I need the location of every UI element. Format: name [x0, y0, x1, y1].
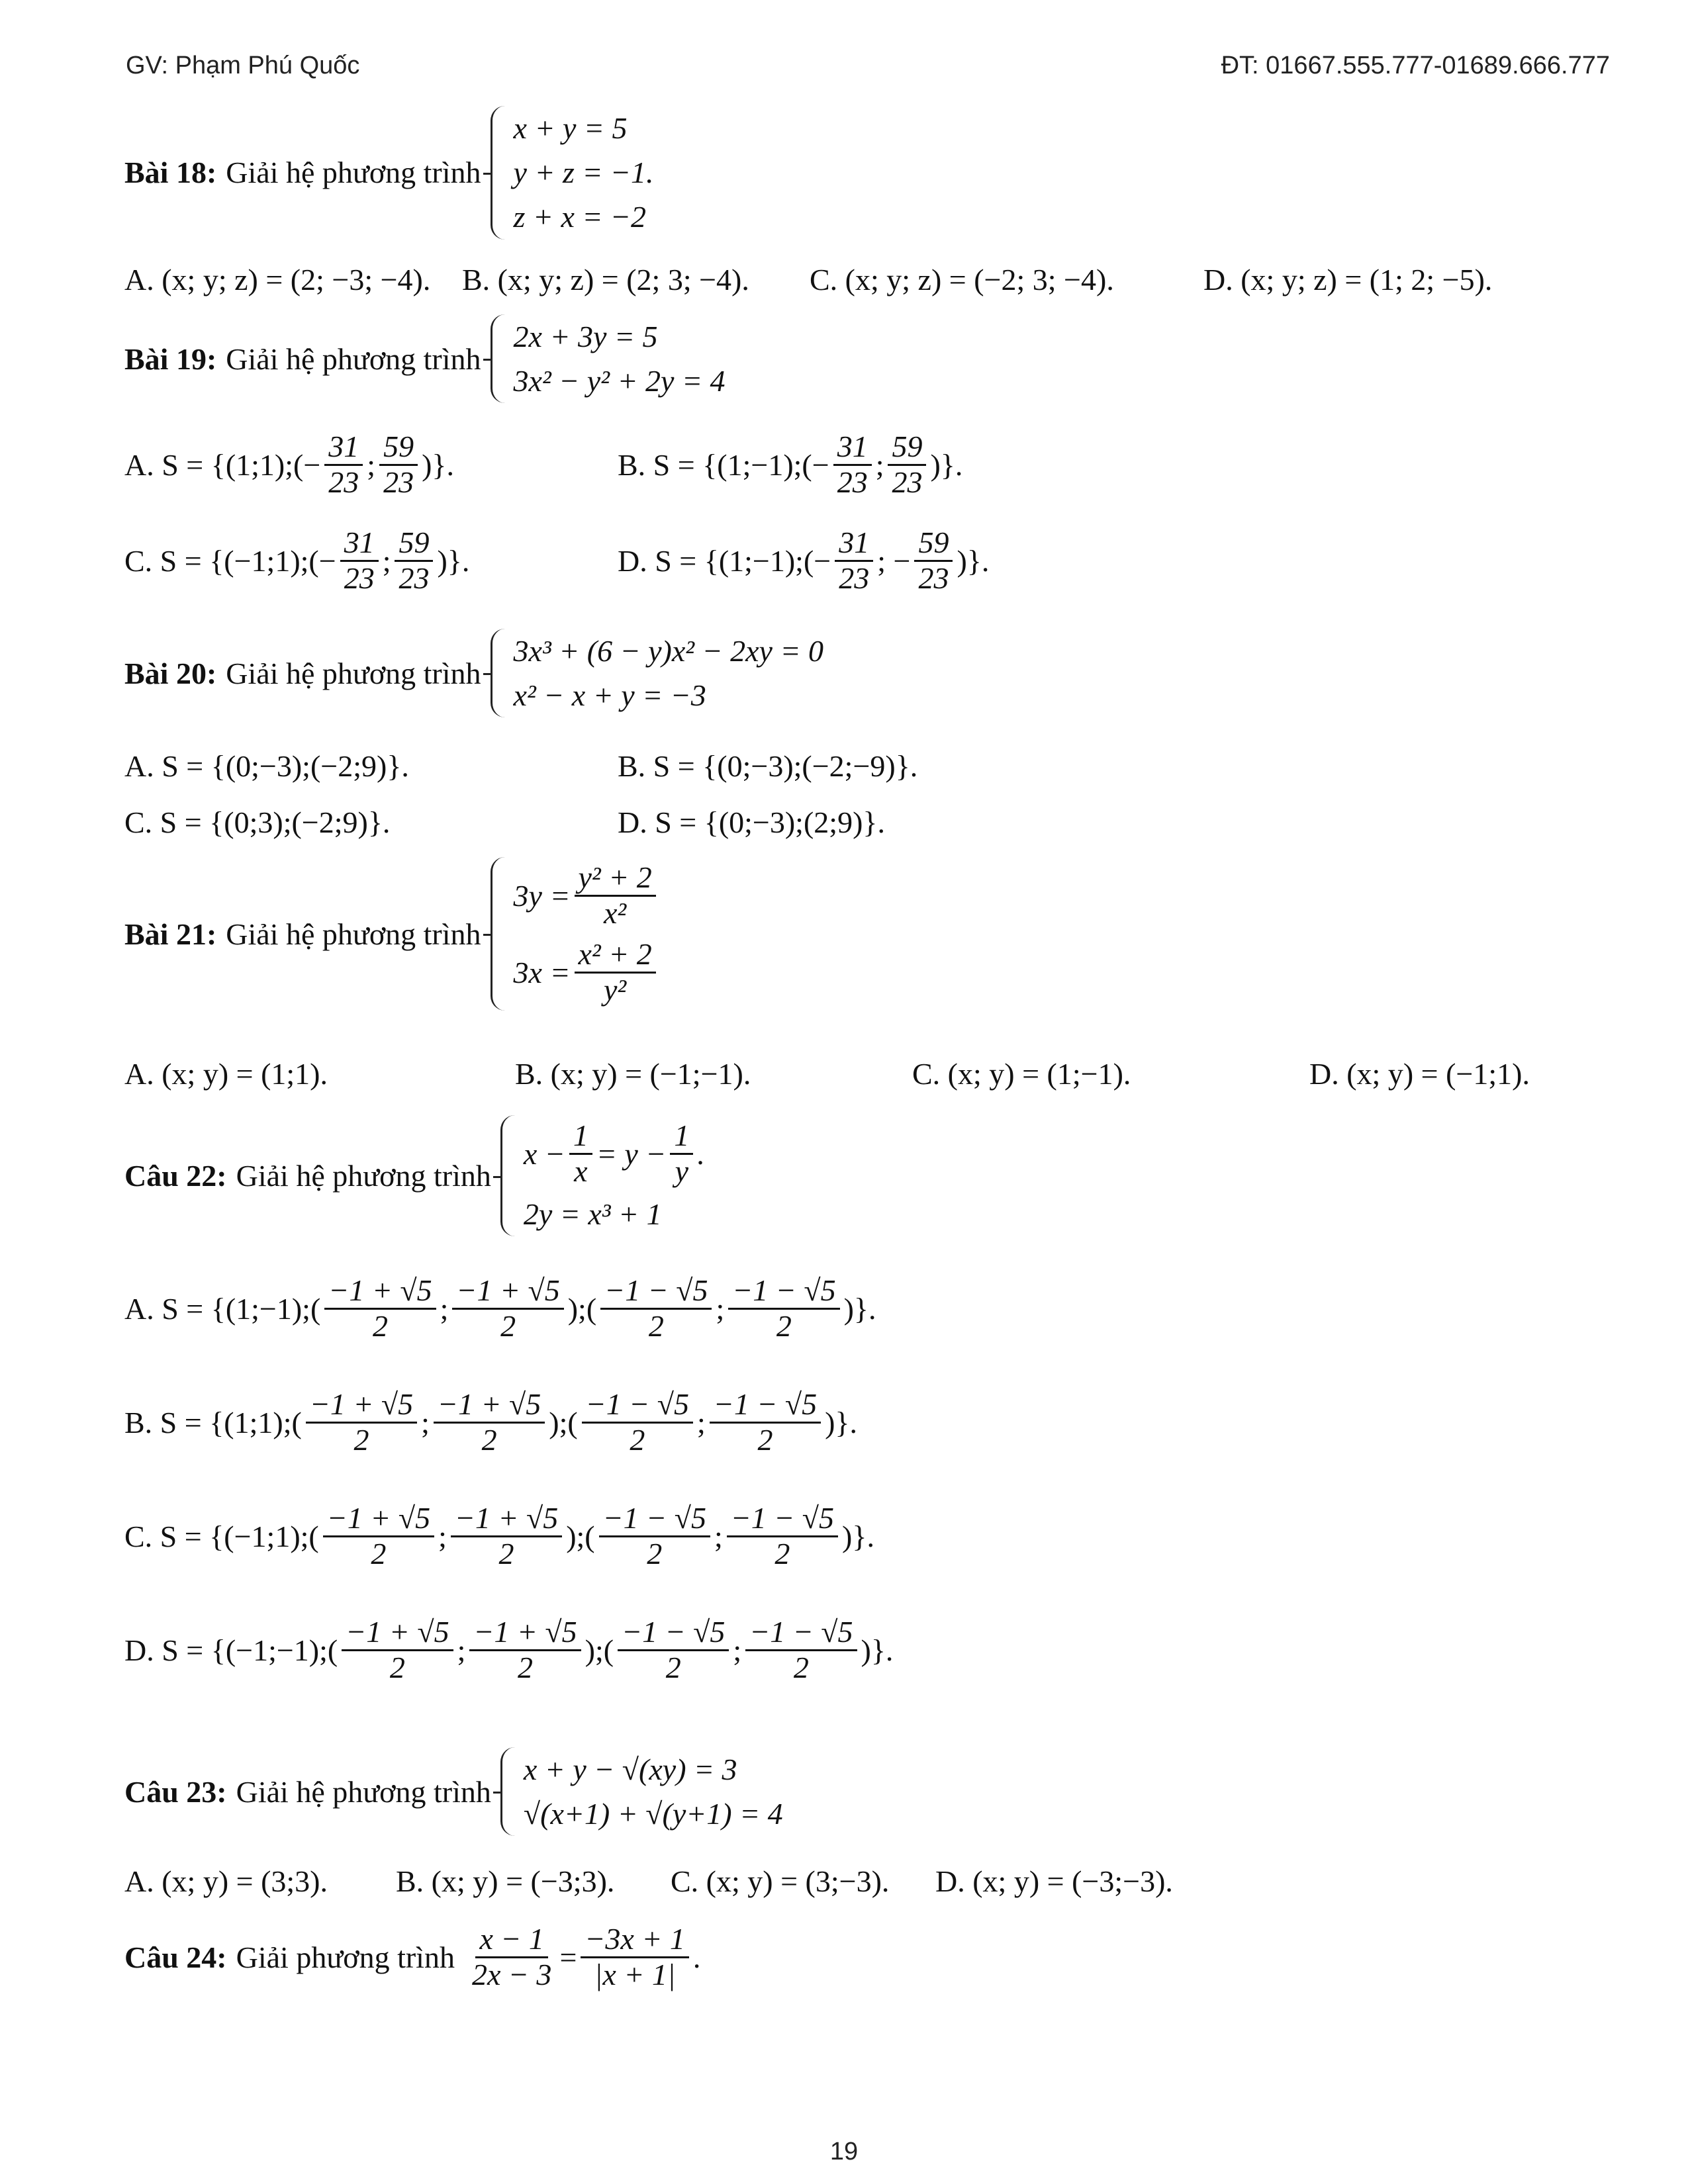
denominator: 23	[383, 465, 414, 499]
option-a[interactable]	[124, 1274, 876, 1343]
numerator: −3x + 1	[581, 1923, 689, 1958]
brace-icon	[500, 1115, 517, 1236]
option-c[interactable]: C. (x; y) = (3;−3).	[671, 1864, 890, 1898]
denominator: x	[574, 1154, 588, 1188]
equation-left: 3x =	[513, 955, 571, 989]
question-text: Giải hệ phương trình	[226, 917, 481, 951]
option-prefix: C. S = {(−1;1);(	[124, 1519, 319, 1553]
option-b[interactable]: B. (x; y) = (−3;3).	[396, 1864, 615, 1898]
numerator: 31	[833, 430, 872, 466]
denominator: 2	[757, 1422, 773, 1457]
denominator: 2	[648, 1308, 664, 1343]
option-a[interactable]: A. (x; y) = (3;3).	[124, 1864, 328, 1898]
fraction	[340, 526, 379, 595]
denominator: 23	[892, 465, 923, 499]
question-text: Giải hệ phương trình	[236, 1774, 491, 1809]
option-b[interactable]	[124, 1388, 857, 1457]
denominator: 23	[399, 561, 430, 595]
equation: 3x³ + (6 − y)x² − 2xy = 0	[513, 634, 823, 668]
question-22	[124, 1115, 705, 1236]
fraction	[728, 1274, 839, 1343]
numerator: −1 + √5	[451, 1502, 562, 1537]
denominator: 2	[481, 1422, 497, 1457]
denominator: 2	[665, 1650, 681, 1684]
fraction	[914, 526, 953, 595]
separator: ;	[733, 1633, 742, 1667]
option-b[interactable]: B. S = {(0;−3);(−2;−9)}.	[618, 749, 918, 783]
question-18	[124, 106, 653, 240]
options-23	[124, 1863, 1581, 1916]
fraction	[888, 430, 926, 499]
fraction	[600, 1274, 712, 1343]
fraction	[324, 1274, 436, 1343]
option-suffix: )}.	[861, 1633, 894, 1667]
equation: 2y = x³ + 1	[523, 1197, 662, 1232]
separator: ; −	[877, 543, 911, 578]
separator: );(	[549, 1405, 578, 1439]
denominator: |x + 1|	[594, 1957, 676, 1991]
option-a[interactable]	[124, 430, 454, 499]
option-a[interactable]: A. (x; y; z) = (2; −3; −4).	[124, 263, 431, 296]
fraction	[582, 1388, 693, 1457]
equation: 3x² − y² + 2y = 4	[513, 364, 726, 398]
denominator: 2	[389, 1650, 405, 1684]
numerator: −1 − √5	[600, 1274, 712, 1310]
numerator: −1 + √5	[323, 1502, 434, 1537]
options-20	[124, 748, 1581, 841]
fraction	[599, 1502, 710, 1570]
equation-left: 3y =	[513, 878, 571, 913]
fraction	[452, 1274, 563, 1343]
fraction	[833, 430, 872, 499]
option-c[interactable]	[124, 1502, 874, 1570]
option-d[interactable]: D. S = {(0;−3);(2;9)}.	[618, 805, 885, 839]
denominator: 2	[518, 1650, 533, 1684]
equation: x + y − √(xy) = 3	[523, 1752, 737, 1786]
option-c[interactable]	[124, 526, 469, 595]
option-c[interactable]: C. (x; y; z) = (−2; 3; −4).	[810, 263, 1114, 296]
fraction	[323, 1502, 434, 1570]
denominator: 2	[647, 1536, 663, 1570]
option-b[interactable]: B. (x; y) = (−1;−1).	[515, 1057, 751, 1091]
separator: ;	[875, 447, 884, 482]
brace-icon	[491, 314, 507, 403]
denominator: 2	[793, 1650, 809, 1684]
fraction	[575, 861, 656, 930]
denominator: 23	[344, 561, 375, 595]
denominator: y	[675, 1154, 689, 1188]
option-d[interactable]: D. (x; y; z) = (1; 2; −5).	[1203, 263, 1493, 296]
denominator: 2	[630, 1422, 645, 1457]
fraction	[434, 1388, 545, 1457]
option-d[interactable]: D. (x; y) = (−3;−3).	[935, 1864, 1173, 1898]
numerator: −1 + √5	[469, 1615, 581, 1651]
separator: );(	[585, 1633, 614, 1667]
options-22	[124, 1274, 1581, 1737]
option-suffix: )}.	[422, 447, 454, 482]
denominator: 2x − 3	[471, 1957, 552, 1991]
equation-system	[500, 1115, 705, 1236]
numerator: 31	[324, 430, 363, 466]
fraction	[670, 1119, 693, 1188]
option-suffix: )}.	[842, 1519, 874, 1553]
equation: 2x + 3y = 5	[513, 320, 658, 353]
numerator: −1 − √5	[727, 1502, 838, 1537]
equation-system	[491, 857, 660, 1011]
denominator: 23	[328, 465, 359, 499]
denominator: 2	[353, 1422, 369, 1457]
equation: x + y = 5	[513, 111, 628, 145]
fraction	[835, 526, 873, 595]
numerator: 59	[914, 526, 953, 562]
option-c[interactable]: C. S = {(0;3);(−2;9)}.	[124, 805, 391, 839]
question-label: Bài 20:	[124, 656, 217, 690]
option-d[interactable]	[124, 1615, 893, 1684]
separator: ;	[440, 1291, 449, 1326]
equation: x² − x + y = −3	[513, 678, 706, 713]
numerator: 59	[379, 430, 418, 466]
fraction	[342, 1615, 453, 1684]
numerator: 1	[569, 1119, 592, 1155]
equation: √(x+1) + √(y+1) = 4	[523, 1797, 783, 1831]
equation-part: = y −	[596, 1136, 667, 1171]
brace-icon	[491, 629, 507, 717]
option-suffix: )}.	[930, 447, 963, 482]
numerator: −1 − √5	[745, 1615, 857, 1651]
denominator: 2	[372, 1308, 388, 1343]
question-text: Giải hệ phương trình	[226, 156, 481, 190]
equation-part: .	[697, 1136, 705, 1171]
options-21	[124, 1056, 1581, 1109]
question-text: Giải hệ phương trình	[226, 656, 481, 690]
numerator: 31	[835, 526, 873, 562]
fraction	[745, 1615, 857, 1684]
page-number: 19	[829, 2138, 859, 2165]
denominator: y²	[604, 972, 627, 1007]
question-text: Giải phương trình	[236, 1940, 455, 1974]
separator: );(	[566, 1519, 595, 1553]
fraction	[581, 1923, 689, 1991]
question-label: Bài 18:	[124, 156, 217, 190]
question-label: Câu 24:	[124, 1940, 227, 1974]
option-prefix: D. S = {(1;−1);(−	[618, 543, 831, 578]
separator: ;	[716, 1291, 725, 1326]
denominator: 2	[371, 1536, 387, 1570]
numerator: −1 + √5	[324, 1274, 436, 1310]
fraction	[727, 1502, 838, 1570]
header-phone: ĐT: 01667.555.777-01689.666.777	[1221, 52, 1610, 79]
equation-part: x −	[523, 1136, 565, 1171]
separator: );(	[567, 1291, 597, 1326]
option-a[interactable]: A. S = {(0;−3);(−2;9)}.	[124, 749, 409, 783]
options-19	[124, 430, 1581, 642]
fraction	[575, 938, 656, 1007]
option-suffix: )}.	[825, 1405, 858, 1439]
separator: ;	[367, 447, 376, 482]
question-20	[124, 629, 823, 717]
numerator: −1 + √5	[342, 1615, 453, 1651]
fraction	[395, 526, 433, 595]
option-c[interactable]: C. (x; y) = (1;−1).	[912, 1057, 1131, 1091]
question-text: Giải hệ phương trình	[226, 341, 481, 376]
fraction	[710, 1388, 821, 1457]
brace-icon	[491, 857, 507, 1011]
equation: y + z = −1.	[513, 156, 654, 190]
question-19	[124, 314, 726, 403]
option-b[interactable]: B. (x; y; z) = (2; 3; −4).	[462, 263, 749, 296]
denominator: 23	[837, 465, 868, 499]
separator: ;	[457, 1633, 466, 1667]
numerator: 59	[395, 526, 433, 562]
option-suffix: )}.	[843, 1291, 876, 1326]
equation-system	[491, 106, 654, 240]
numerator: 31	[340, 526, 379, 562]
fraction	[451, 1502, 562, 1570]
fraction	[379, 430, 418, 499]
option-a[interactable]: A. (x; y) = (1;1).	[124, 1057, 328, 1091]
numerator: −1 + √5	[306, 1388, 417, 1424]
header-teacher: GV: Phạm Phú Quốc	[126, 52, 360, 79]
option-prefix: C. S = {(−1;1);(−	[124, 543, 336, 578]
fraction	[468, 1923, 555, 1991]
denominator: 2	[498, 1536, 514, 1570]
question-label: Câu 22:	[124, 1159, 227, 1193]
brace-icon	[500, 1747, 517, 1836]
numerator: −1 − √5	[710, 1388, 821, 1424]
separator: ;	[714, 1519, 723, 1553]
question-label: Bài 19:	[124, 341, 217, 376]
option-prefix: A. S = {(1;1);(−	[124, 447, 321, 482]
numerator: x² + 2	[575, 938, 656, 974]
separator: ;	[382, 543, 391, 578]
question-label: Bài 21:	[124, 917, 217, 951]
equation-system	[491, 314, 726, 403]
brace-icon	[491, 106, 507, 240]
question-23	[124, 1747, 783, 1836]
numerator: −1 − √5	[728, 1274, 839, 1310]
equation-end: .	[692, 1940, 701, 1974]
option-suffix: )}.	[437, 543, 470, 578]
numerator: 1	[670, 1119, 693, 1155]
equation	[514, 934, 660, 1011]
question-24	[124, 1923, 700, 1991]
option-suffix: )}.	[957, 543, 990, 578]
question-21	[124, 857, 660, 1011]
fraction	[618, 1615, 729, 1684]
denominator: 23	[918, 561, 949, 595]
denominator: 2	[776, 1308, 792, 1343]
question-text: Giải hệ phương trình	[236, 1159, 491, 1193]
denominator: 2	[500, 1308, 516, 1343]
question-label: Câu 23:	[124, 1774, 227, 1809]
numerator: x − 1	[475, 1923, 547, 1958]
denominator: 2	[774, 1536, 790, 1570]
fraction	[469, 1615, 581, 1684]
numerator: 59	[888, 430, 926, 466]
separator: ;	[697, 1405, 706, 1439]
numerator: y² + 2	[575, 861, 656, 897]
fraction	[324, 430, 363, 499]
numerator: −1 + √5	[452, 1274, 563, 1310]
option-d[interactable]	[618, 526, 989, 595]
equation: z + x = −2	[513, 200, 646, 234]
option-d[interactable]: D. (x; y) = (−1;1).	[1309, 1057, 1530, 1091]
fraction	[306, 1388, 417, 1457]
equation	[524, 1115, 705, 1192]
option-prefix: B. S = {(1;1);(	[124, 1405, 302, 1439]
option-prefix: A. S = {(1;−1);(	[124, 1291, 321, 1326]
equals-sign: =	[559, 1940, 577, 1974]
equation-system	[491, 629, 823, 717]
fraction	[569, 1119, 592, 1188]
numerator: −1 − √5	[582, 1388, 693, 1424]
option-prefix: B. S = {(1;−1);(−	[618, 447, 829, 482]
denominator: x²	[604, 895, 627, 930]
equation-system	[500, 1747, 783, 1836]
option-b[interactable]	[618, 430, 962, 499]
numerator: −1 − √5	[618, 1615, 729, 1651]
separator: ;	[421, 1405, 430, 1439]
denominator: 23	[839, 561, 870, 595]
separator: ;	[438, 1519, 447, 1553]
equation	[514, 857, 660, 934]
numerator: −1 − √5	[599, 1502, 710, 1537]
option-prefix: D. S = {(−1;−1);(	[124, 1633, 338, 1667]
numerator: −1 + √5	[434, 1388, 545, 1424]
